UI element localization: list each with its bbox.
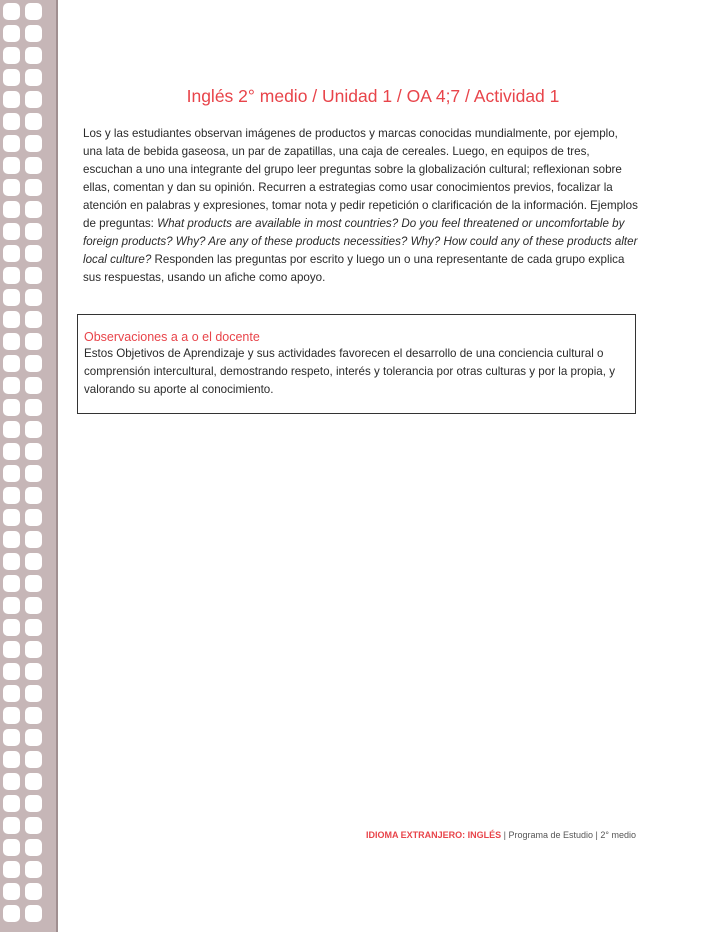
sidebar-tile bbox=[3, 377, 20, 394]
sidebar-tile bbox=[25, 289, 42, 306]
sidebar-tile bbox=[25, 795, 42, 812]
sidebar-tile bbox=[25, 157, 42, 174]
activity-description bbox=[83, 125, 638, 287]
sidebar-tile bbox=[3, 135, 20, 152]
sidebar-tile bbox=[3, 487, 20, 504]
sidebar-tile bbox=[3, 245, 20, 262]
sidebar-tile bbox=[3, 905, 20, 922]
decorative-sidebar bbox=[0, 0, 58, 932]
sidebar-tile bbox=[3, 355, 20, 372]
sidebar-tile bbox=[25, 487, 42, 504]
sidebar-tile bbox=[25, 685, 42, 702]
sidebar-tile bbox=[25, 465, 42, 482]
sidebar-tile bbox=[3, 69, 20, 86]
sidebar-tile bbox=[3, 509, 20, 526]
sidebar-tile bbox=[25, 223, 42, 240]
sidebar-tile bbox=[25, 883, 42, 900]
sidebar-tile bbox=[3, 179, 20, 196]
teacher-observations-box bbox=[77, 314, 636, 414]
sidebar-tile bbox=[3, 575, 20, 592]
sidebar-tile bbox=[25, 905, 42, 922]
sidebar-tile bbox=[3, 663, 20, 680]
sidebar-tile bbox=[3, 641, 20, 658]
sidebar-tile bbox=[3, 729, 20, 746]
sidebar-tile bbox=[25, 421, 42, 438]
sidebar-tile bbox=[25, 355, 42, 372]
sidebar-tile bbox=[3, 113, 20, 130]
sidebar-tile bbox=[25, 179, 42, 196]
sidebar-tile bbox=[25, 817, 42, 834]
sidebar-tile bbox=[3, 685, 20, 702]
sidebar-tile bbox=[25, 641, 42, 658]
sidebar-tile bbox=[25, 25, 42, 42]
page-footer bbox=[366, 830, 636, 840]
sidebar-tile bbox=[3, 47, 20, 64]
sidebar-tile bbox=[25, 69, 42, 86]
sidebar-tile bbox=[25, 861, 42, 878]
sidebar-tile bbox=[3, 861, 20, 878]
sidebar-tile bbox=[25, 751, 42, 768]
sidebar-tile bbox=[3, 3, 20, 20]
sidebar-tile bbox=[3, 223, 20, 240]
sidebar-tile bbox=[3, 399, 20, 416]
sidebar-tile bbox=[25, 707, 42, 724]
sidebar-tile bbox=[25, 267, 42, 284]
sidebar-tile bbox=[3, 333, 20, 350]
sidebar-tile bbox=[25, 575, 42, 592]
sidebar-tile bbox=[25, 597, 42, 614]
sidebar-tile bbox=[3, 619, 20, 636]
sidebar-tile bbox=[25, 3, 42, 20]
sidebar-tile bbox=[25, 377, 42, 394]
footer-program: | Programa de Estudio | 2° medio bbox=[501, 830, 636, 840]
sidebar-tile bbox=[3, 707, 20, 724]
sidebar-tile bbox=[25, 619, 42, 636]
page-title: Inglés 2° medio / Unidad 1 / OA 4;7 / Actividad 1 bbox=[186, 86, 560, 106]
sidebar-tile bbox=[25, 113, 42, 130]
sidebar-tile bbox=[25, 201, 42, 218]
sidebar-tile bbox=[3, 157, 20, 174]
sidebar-tile-pattern bbox=[3, 3, 42, 922]
sidebar-tile bbox=[3, 289, 20, 306]
sidebar-tile bbox=[25, 135, 42, 152]
sidebar-tile bbox=[25, 531, 42, 548]
sidebar-tile bbox=[3, 751, 20, 768]
footer-subject: IDIOMA EXTRANJERO: INGLÉS bbox=[365, 830, 502, 840]
sidebar-tile bbox=[3, 421, 20, 438]
sidebar-tile bbox=[25, 311, 42, 328]
sidebar-tile bbox=[25, 773, 42, 790]
sidebar-tile bbox=[25, 553, 42, 570]
sidebar-tile bbox=[3, 465, 20, 482]
sidebar-tile bbox=[25, 729, 42, 746]
sidebar-tile bbox=[3, 839, 20, 856]
sidebar-tile bbox=[3, 597, 20, 614]
sidebar-tile bbox=[3, 267, 20, 284]
sidebar-tile bbox=[25, 443, 42, 460]
sidebar-tile bbox=[3, 773, 20, 790]
sidebar-tile bbox=[3, 883, 20, 900]
sidebar-tile bbox=[3, 531, 20, 548]
sidebar-tile bbox=[3, 443, 20, 460]
sidebar-tile bbox=[25, 399, 42, 416]
sidebar-tile bbox=[25, 333, 42, 350]
sidebar-tile bbox=[25, 47, 42, 64]
sidebar-tile bbox=[3, 311, 20, 328]
activity-example-questions: What products are available in most countries? Do you feel threatened or uncomfortable by foreign products? Why? Are any of these products necessities? Why? How could any of these products alter local culture? bbox=[83, 217, 638, 266]
sidebar-tile bbox=[25, 245, 42, 262]
sidebar-tile bbox=[3, 553, 20, 570]
sidebar-tile bbox=[3, 25, 20, 42]
sidebar-tile bbox=[3, 201, 20, 218]
activity-text-intro: Los y las estudiantes observan imágenes de productos y marcas conocidas mundialmente, por ejemplo, una lata de bebida gaseosa, un par de zapatillas, una caja de cereales. Luego, en equipos de tres, escuchan a uno una integrante del grupo leer preguntas sobre la globalización cultural; reflexionan sobre ellas, comentan y dan su opinión. Recurren a estrategias como usar conocimientos previos, focalizar la atención en palabras y expresiones, tomar nota y pedir repetición o clarificación de la información. Ejemplos de preguntas: bbox=[83, 127, 638, 230]
sidebar-edge-line bbox=[56, 0, 58, 932]
sidebar-tile bbox=[25, 839, 42, 856]
activity-text-closing: Responden las preguntas por escrito y luego un o una representante de cada grupo explica sus respuestas, usando un afiche como apoyo. bbox=[83, 253, 625, 284]
observations-heading: Observaciones a a o el docente bbox=[84, 330, 260, 344]
sidebar-tile bbox=[25, 663, 42, 680]
sidebar-tile bbox=[3, 817, 20, 834]
observations-text: Estos Objetivos de Aprendizaje y sus actividades favorecen el desarrollo de una conciencia cultural o comprensión intercultural, demostrando respeto, interés y tolerancia por otras culturas y por la propia, y valorando su aporte al conocimiento. bbox=[84, 347, 615, 396]
sidebar-tile bbox=[3, 795, 20, 812]
sidebar-tile bbox=[25, 509, 42, 526]
